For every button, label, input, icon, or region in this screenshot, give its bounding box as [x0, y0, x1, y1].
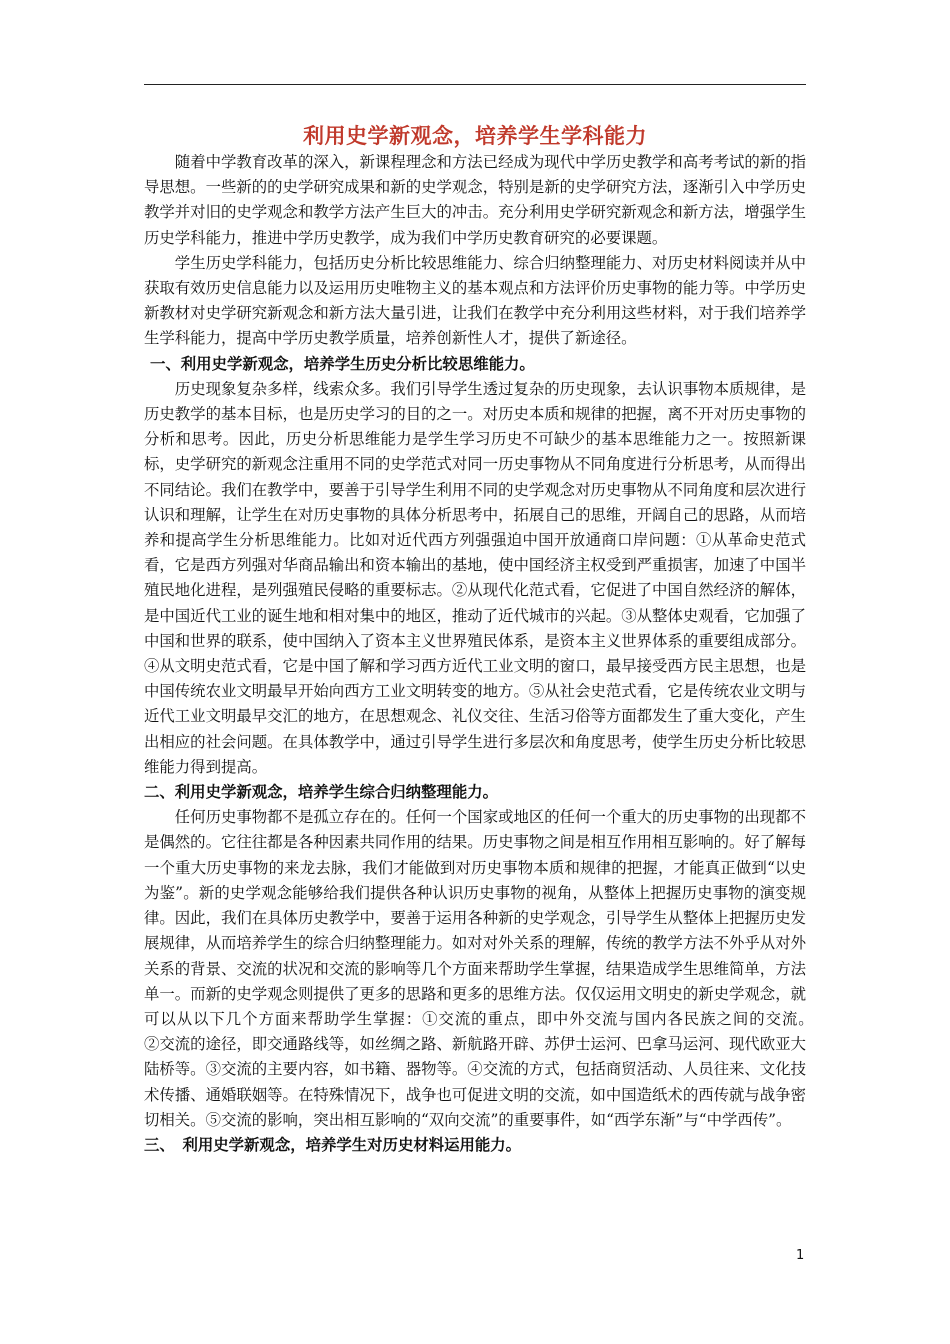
- section-1-heading: 一、利用史学新观念，培养学生历史分析比较思维能力。: [150, 354, 535, 373]
- document-title: 利用史学新观念，培养学生学科能力: [303, 123, 647, 148]
- section-3-heading: 三、 利用史学新观念，培养学生对历史材料运用能力。: [144, 1135, 522, 1154]
- page-number: 1: [796, 1248, 805, 1263]
- section-1-paragraph: 历史现象复杂多样，线索众多。我们引导学生透过复杂的历史现象，去认识事物本质规律，是历史教学的基本目标，也是历史学习的目的之一。对历史本质和规律的把握，离不开对历史事物的分析和思考。因此，历史分析思维能力是学生学习历史不可缺少的基本思维能力之一。按照新课标，史学研究的新观念注重用不同的史学范式对同一历史事物从不同角度进行分析思考，从而得出不同结论。我们在教学中，要善于引导学生利用不同的史学观念对历史事物从不同角度和层次进行认识和理解，让学生在对历史事物的具体分析思考中，拓展自己的思维，开阔自己的思路，从而培养和提高学生分析思维能力。比如对近代西方列强强迫中国开放通商口岸问题：①从革命史范式看，它是西方列强对华商品输出和资本输出的基地，使中国经济主权受到严重损害，加速了中国半殖民地化进程，是列强殖民侵略的重要标志。②从现代化范式看，它促进了中国自然经济的解体，是中国近代工业的诞生地和相对集中的地区，推动了近代城市的兴起。③从整体史观看，它加强了中国和世界的联系，使中国纳入了资本主义世界殖民体系，是资本主义世界体系的重要组成部分。④从文明史范式看，它是中国了解和学习西方近代工业文明的窗口，最早接受西方民主思想，也是中国传统农业文明最早开始向西方工业文明转变的地方。⑤从社会史范式看，它是传统农业文明与近代工业文明最早交汇的地方，在思想观念、礼仪交往、生活习俗等方面都发生了重大变化，产生出相应的社会问题。在具体教学中，通过引导学生进行多层次和角度思考，使学生历史分析比较思维能力得到提高。: [144, 379, 806, 776]
- intro-paragraph-1: 随着中学教育改革的深入，新课程理念和方法已经成为现代中学历史教学和高考考试的新的指导思想。一些新的的史学研究成果和新的史学观念，特别是新的史学研究方法，逐渐引入中学历史教学并对旧的史学观念和教学方法产生巨大的冲击。充分利用史学研究新观念和新方法，增强学生历史学科能力，推进中学历史教学，成为我们中学历史教育研究的必要课题。: [144, 153, 806, 247]
- document-body: [144, 122, 853, 1158]
- section-2-paragraph: 任何历史事物都不是孤立存在的。任何一个国家或地区的任何一个重大的历史事物的出现都不是偶然的。它往往都是各种因素共同作用的结果。历史事物之间是相互作用相互影响的。好了解每一个重大历史事物的来龙去脉，我们才能做到对历史事物本质和规律的把握，才能真正做到“以史为鉴”。新的史学观念能够给我们提供各种认识历史事物的视角，从整体上把握历史事物的演变规律。因此，我们在具体历史教学中，要善于运用各种新的史学观念，引导学生从整体上把握历史发展规律，从而培养学生的综合归纳整理能力。如对对外关系的理解，传统的教学方法不外乎从对外关系的背景、交流的状况和交流的影响等几个方面来帮助学生掌握，结果造成学生思维简单，方法单一。而新的史学观念则提供了更多的思路和更多的思维方法。仅仅运用文明史的新史学观念，就可以从以下几个方面来帮助学生掌握：①交流的重点，即中外交流与国内各民族之间的交流。 ②交流的途径，即交通路线等，如丝绸之路、新航路开辟、苏伊士运河、巴拿马运河、现代欧亚大陆桥等。③交流的主要内容，如书籍、器物等。④交流的方式，包括商贸活动、人员往来、文化技术传播、通婚联姻等。在特殊情况下，战争也可促进文明的交流，如中国造纸术的西传就与战争密切相关。⑤交流的影响，突出相互影响的“双向交流”的重要事件，如“西学东渐”与“中学西传”。: [144, 808, 853, 1129]
- section-2-heading: 二、利用史学新观念，培养学生综合归纳整理能力。: [144, 783, 498, 802]
- header-rule: [144, 84, 806, 85]
- intro-paragraph-2: 学生历史学科能力，包括历史分析比较思维能力、综合归纳整理能力、对历史材料阅读并从中获取有效历史信息能力以及运用历史唯物主义的基本观点和方法评价历史事物的能力等。中学历史新教材对史学研究新观念和新方法大量引进，让我们在教学中充分利用这些材料，对于我们培养学生学科能力，提高中学历史教学质量，培养创新性人才，提供了新途径。: [144, 253, 806, 348]
